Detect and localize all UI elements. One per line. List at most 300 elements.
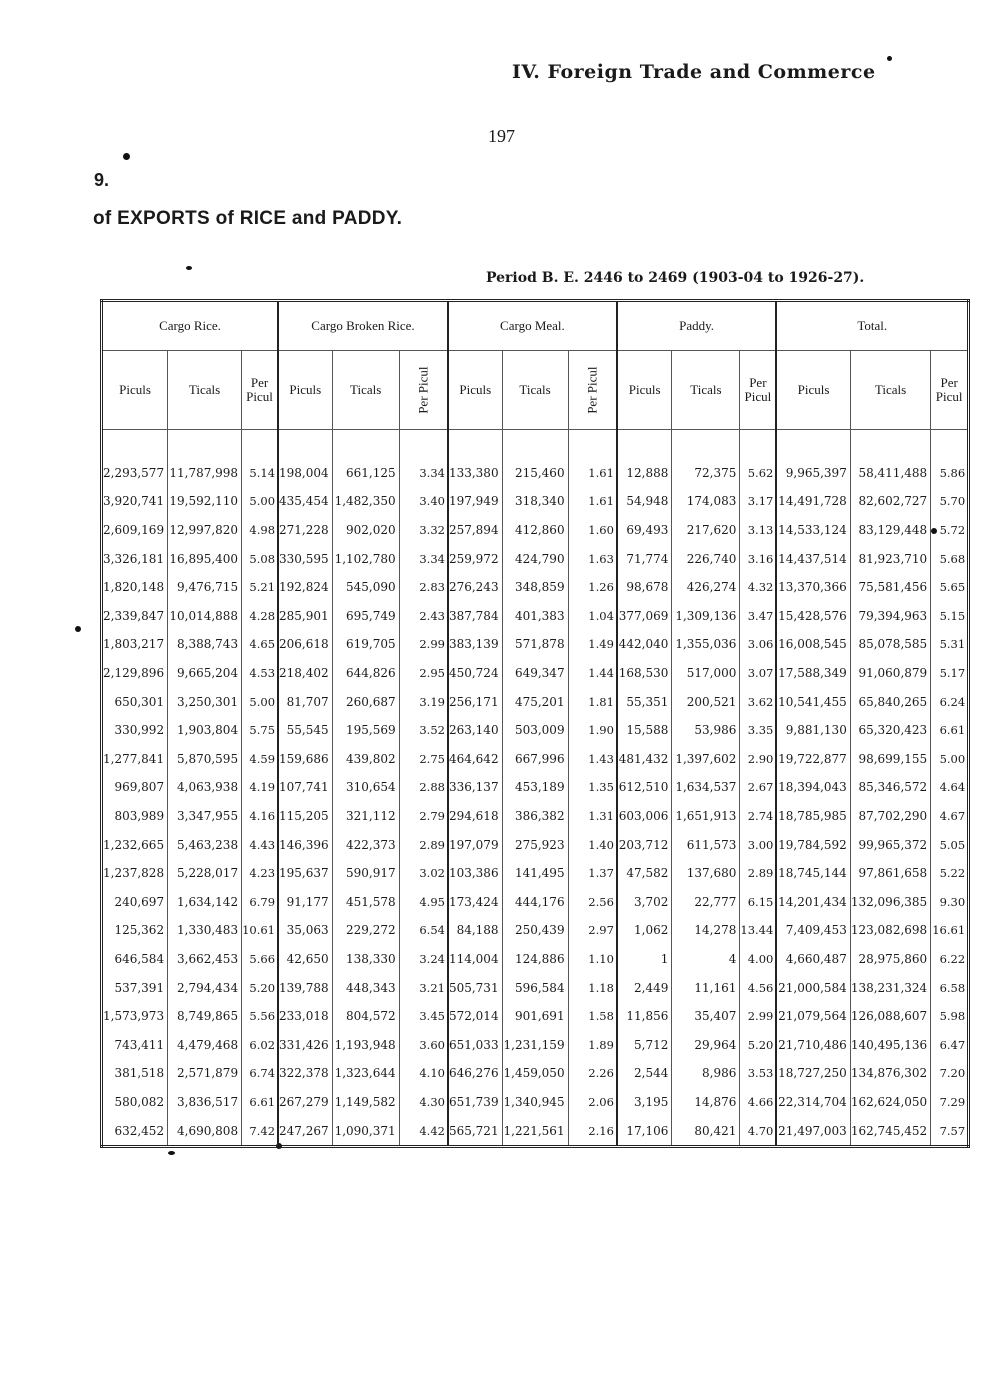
table-cell: 651,033 [448, 1030, 502, 1059]
table-row [102, 802, 969, 831]
table-cell: 3.52 [399, 716, 448, 745]
table-cell: 82,602,727 [850, 487, 930, 516]
table-cell: 123,082,698 [850, 916, 930, 945]
table-cell: 140,495,136 [850, 1030, 930, 1059]
table-cell: 4.70 [740, 1116, 776, 1146]
table-cell: 91,060,879 [850, 659, 930, 688]
table-cell: 4.95 [399, 888, 448, 917]
table-cell: 1,309,136 [672, 602, 740, 631]
table-cell: 65,840,265 [850, 687, 930, 716]
table-cell: 4.10 [399, 1059, 448, 1088]
group-header: Cargo Meal. [448, 301, 617, 351]
table-cell: 695,749 [332, 602, 399, 631]
table-cell: 162,745,452 [850, 1116, 930, 1146]
table-cell: 5,463,238 [168, 830, 242, 859]
table-cell: 517,000 [672, 659, 740, 688]
table-cell: 2.99 [399, 630, 448, 659]
table-cell: 6.58 [939, 980, 966, 995]
table-cell: 54,948 [617, 487, 672, 516]
column-header: Ticals [850, 351, 930, 430]
table-cell: 98,699,155 [850, 745, 930, 774]
table-cell: 667,996 [502, 745, 568, 774]
table-cell: 5.72 [939, 523, 966, 538]
table-cell: 596,584 [502, 973, 568, 1002]
table-cell: 16,008,545 [776, 630, 850, 659]
table-row [102, 830, 969, 859]
table-cell: 2.79 [399, 802, 448, 831]
table-cell: 612,510 [617, 773, 672, 802]
table-cell: 580,082 [102, 1088, 168, 1117]
table-cell: 1.60 [568, 516, 617, 545]
table-cell: 412,860 [502, 516, 568, 545]
table-row [102, 916, 969, 945]
table-row [102, 859, 969, 888]
table-cell: 141,495 [502, 859, 568, 888]
table-cell: 5.14 [242, 459, 278, 488]
table-cell: 2,449 [617, 973, 672, 1002]
table-cell: 6.61 [242, 1088, 278, 1117]
table-cell: 7.42 [242, 1116, 278, 1146]
table-cell: 13,370,366 [776, 573, 850, 602]
table-cell: 5.62 [740, 459, 776, 488]
table-cell: 2.43 [399, 602, 448, 631]
table-cell: 6.15 [740, 888, 776, 917]
table-cell: 9,665,204 [168, 659, 242, 688]
table-cell: 1,459,050 [502, 1059, 568, 1088]
table-cell: 2,129,896 [102, 659, 168, 688]
table-cell: 2.89 [399, 830, 448, 859]
group-header-row [102, 301, 969, 351]
table-cell: 146,396 [278, 830, 332, 859]
table-cell: 87,702,290 [850, 802, 930, 831]
table-cell: 3,326,181 [102, 544, 168, 573]
table-row [102, 687, 969, 716]
table-cell: 646,584 [102, 945, 168, 974]
table-cell: 3.17 [740, 487, 776, 516]
table-cell: 198,004 [278, 459, 332, 488]
table-cell: 71,774 [617, 544, 672, 573]
table-cell: 603,006 [617, 802, 672, 831]
table-cell: 285,901 [278, 602, 332, 631]
table-cell: 139,788 [278, 973, 332, 1002]
table-cell: 4.43 [242, 830, 278, 859]
table-cell: 439,802 [332, 745, 399, 774]
table-cell: 2,293,577 [102, 459, 168, 488]
table-cell: 4.30 [399, 1088, 448, 1117]
table-cell: 3,662,453 [168, 945, 242, 974]
table-cell: 17,106 [617, 1116, 672, 1146]
table-cell: 3.07 [740, 659, 776, 688]
table-cell: 80,421 [672, 1116, 740, 1146]
column-header-vertical: Per Picul [415, 366, 431, 414]
table-cell: 1.35 [568, 773, 617, 802]
table-cell: 4.59 [242, 745, 278, 774]
table-row [102, 945, 969, 974]
table-cell: 5.86 [939, 465, 966, 480]
table-cell: 505,731 [448, 973, 502, 1002]
table-cell: 1.40 [568, 830, 617, 859]
table-cell: 644,826 [332, 659, 399, 688]
table-cell: 4.23 [242, 859, 278, 888]
table-cell: 3.21 [399, 973, 448, 1002]
table-cell: 1,355,036 [672, 630, 740, 659]
table-cell: 2.75 [399, 745, 448, 774]
table-cell: 1,062 [617, 916, 672, 945]
table-cell: 4.67 [939, 809, 966, 824]
table-cell: 4.32 [740, 573, 776, 602]
table-cell: 3,920,741 [102, 487, 168, 516]
table-cell: 572,014 [448, 1002, 502, 1031]
table-cell: 4.65 [242, 630, 278, 659]
table-cell: 2.99 [740, 1002, 776, 1031]
table-cell: 4.53 [242, 659, 278, 688]
page-number: 197 [488, 126, 515, 146]
table-cell: 6.54 [399, 916, 448, 945]
table-cell: 330,992 [102, 716, 168, 745]
table-cell: 256,171 [448, 687, 502, 716]
table-row [102, 745, 969, 774]
table-cell: 84,188 [448, 916, 502, 945]
table-cell: 138,330 [332, 945, 399, 974]
table-cell: 5.31 [939, 637, 966, 652]
scan-speck [186, 266, 192, 270]
table-cell: 650,301 [102, 687, 168, 716]
table-cell: 18,394,043 [776, 773, 850, 802]
table-cell: 126,088,607 [850, 1002, 930, 1031]
table-cell: 2,544 [617, 1059, 672, 1088]
table-cell: 3,250,301 [168, 687, 242, 716]
table-cell: 81,923,710 [850, 544, 930, 573]
table-cell: 9,476,715 [168, 573, 242, 602]
table-cell: 537,391 [102, 973, 168, 1002]
table-cell: 192,824 [278, 573, 332, 602]
table-cell: 651,739 [448, 1088, 502, 1117]
table-cell: 1,573,973 [102, 1002, 168, 1031]
table-cell: 3.19 [399, 687, 448, 716]
table-cell: 3.53 [740, 1059, 776, 1088]
table-cell: 257,894 [448, 516, 502, 545]
table-cell: 4,660,487 [776, 945, 850, 974]
table-cell: 215,460 [502, 459, 568, 488]
table-cell: 464,642 [448, 745, 502, 774]
table-cell: 4.28 [242, 602, 278, 631]
table-cell: 1.18 [568, 973, 617, 1002]
table-cell: 6.79 [242, 888, 278, 917]
table-cell: 6.22 [939, 951, 966, 966]
column-header: Ticals [672, 351, 740, 430]
table-cell: 331,426 [278, 1030, 332, 1059]
column-header: Piculs [448, 351, 502, 430]
table-cell: 250,439 [502, 916, 568, 945]
table-cell: 649,347 [502, 659, 568, 688]
table-cell: 276,243 [448, 573, 502, 602]
table-cell: 5.21 [242, 573, 278, 602]
table-cell: 5.17 [939, 666, 966, 681]
table-cell: 661,125 [332, 459, 399, 488]
table-cell: 97,861,658 [850, 859, 930, 888]
table-cell: 1,340,945 [502, 1088, 568, 1117]
table-cell: 75,581,456 [850, 573, 930, 602]
table-cell: 3.24 [399, 945, 448, 974]
table-cell: 2.67 [740, 773, 776, 802]
table-cell: 19,592,110 [168, 487, 242, 516]
table-row [102, 544, 969, 573]
table-cell: 1.89 [568, 1030, 617, 1059]
table-cell: 2.89 [740, 859, 776, 888]
table-cell: 4.42 [399, 1116, 448, 1146]
table-cell: 28,975,860 [850, 945, 930, 974]
table-cell: 5.05 [939, 837, 966, 852]
table-cell: 9,881,130 [776, 716, 850, 745]
table-cell: 14,437,514 [776, 544, 850, 573]
table-cell: 8,986 [672, 1059, 740, 1088]
table-cell: 5.00 [242, 487, 278, 516]
table-cell: 174,083 [672, 487, 740, 516]
table-cell: 79,394,963 [850, 602, 930, 631]
group-header: Paddy. [617, 301, 776, 351]
table-cell: 1.81 [568, 687, 617, 716]
table-row [102, 573, 969, 602]
table-cell: 2,609,169 [102, 516, 168, 545]
table-cell: 969,807 [102, 773, 168, 802]
table-cell: 65,320,423 [850, 716, 930, 745]
table-row [102, 1088, 969, 1117]
table-row [102, 888, 969, 917]
table-cell: 13.44 [740, 916, 776, 945]
table-cell: 4.66 [740, 1088, 776, 1117]
table-cell: 619,705 [332, 630, 399, 659]
table-cell: 475,201 [502, 687, 568, 716]
table-cell: 4.00 [740, 945, 776, 974]
table-cell: 424,790 [502, 544, 568, 573]
table-cell: 1.26 [568, 573, 617, 602]
table-cell: 1,820,148 [102, 573, 168, 602]
table-cell: 3.34 [399, 459, 448, 488]
table-cell: 5.08 [242, 544, 278, 573]
table-cell: 9.30 [939, 894, 966, 909]
table-cell: 14,533,124 [776, 516, 850, 545]
table-row [102, 1116, 969, 1146]
period-subtitle: Period B. E. 2446 to 2469 (1903-04 to 1926-27). [486, 270, 865, 286]
table-cell: 3.40 [399, 487, 448, 516]
table-cell: 217,620 [672, 516, 740, 545]
table-cell: 1.61 [568, 459, 617, 488]
table-cell: 8,388,743 [168, 630, 242, 659]
table-cell: 17,588,349 [776, 659, 850, 688]
table-cell: 1,903,804 [168, 716, 242, 745]
column-header: Ticals [332, 351, 399, 430]
table-cell: 35,407 [672, 1002, 740, 1031]
table-cell: 743,411 [102, 1030, 168, 1059]
table-body [102, 430, 969, 1147]
table-cell: 247,267 [278, 1116, 332, 1146]
table-cell: 115,205 [278, 802, 332, 831]
table-cell: 322,378 [278, 1059, 332, 1088]
table-cell: 21,497,003 [776, 1116, 850, 1146]
table-row [102, 659, 969, 688]
table-cell: 2.95 [399, 659, 448, 688]
table-cell: 1,237,828 [102, 859, 168, 888]
table-cell: 3.13 [740, 516, 776, 545]
table-cell: 5.98 [939, 1009, 966, 1024]
table-cell: 21,710,486 [776, 1030, 850, 1059]
table-cell: 545,090 [332, 573, 399, 602]
table-cell: 260,687 [332, 687, 399, 716]
table-cell: 124,886 [502, 945, 568, 974]
table-cell: 197,949 [448, 487, 502, 516]
table-cell: 4.19 [242, 773, 278, 802]
table-cell: 1 [617, 945, 672, 974]
table-cell: 132,096,385 [850, 888, 930, 917]
column-header: Piculs [102, 351, 168, 430]
table-cell: 435,454 [278, 487, 332, 516]
table-cell: 91,177 [278, 888, 332, 917]
table-cell: 98,678 [617, 573, 672, 602]
table-cell: 3,347,955 [168, 802, 242, 831]
table-cell: 336,137 [448, 773, 502, 802]
table-cell: 632,452 [102, 1116, 168, 1146]
table-cell: 15,428,576 [776, 602, 850, 631]
table-cell: 2.06 [568, 1088, 617, 1117]
table-cell: 444,176 [502, 888, 568, 917]
column-header: Piculs [278, 351, 332, 430]
table-cell: 5.20 [740, 1030, 776, 1059]
table-cell: 21,000,584 [776, 973, 850, 1002]
table-cell: 1,090,371 [332, 1116, 399, 1146]
table-cell: 310,654 [332, 773, 399, 802]
table-cell: 1,397,602 [672, 745, 740, 774]
table-cell: 85,078,585 [850, 630, 930, 659]
group-header: Total. [776, 301, 968, 351]
table-cell: 321,112 [332, 802, 399, 831]
table-cell: 5.75 [242, 716, 278, 745]
table-cell: 29,964 [672, 1030, 740, 1059]
table-cell: 1.37 [568, 859, 617, 888]
table-cell: 7.29 [939, 1094, 966, 1109]
table-cell: 85,346,572 [850, 773, 930, 802]
table-cell: 4.16 [242, 802, 278, 831]
table-cell: 2.16 [568, 1116, 617, 1146]
table-cell: 5.00 [242, 687, 278, 716]
spacer-row [102, 430, 969, 459]
table-cell: 55,545 [278, 716, 332, 745]
table-cell: 3.35 [740, 716, 776, 745]
table-cell: 10.61 [242, 916, 278, 945]
table-cell: 1,651,913 [672, 802, 740, 831]
table-row [102, 487, 969, 516]
table-cell: 1,634,537 [672, 773, 740, 802]
table-cell: 11,161 [672, 973, 740, 1002]
table-cell: 206,618 [278, 630, 332, 659]
table-cell: 5.65 [939, 580, 966, 595]
column-header [568, 351, 617, 430]
table-cell: 2.26 [568, 1059, 617, 1088]
table-cell: 203,712 [617, 830, 672, 859]
table-title: of EXPORTS of RICE and PADDY. [93, 208, 403, 229]
table-cell: 4,063,938 [168, 773, 242, 802]
table-cell: 401,383 [502, 602, 568, 631]
table-cell: 1.49 [568, 630, 617, 659]
table-cell: 233,018 [278, 1002, 332, 1031]
table-cell: 377,069 [617, 602, 672, 631]
table-cell: 348,859 [502, 573, 568, 602]
table-cell: 1,193,948 [332, 1030, 399, 1059]
table-cell: 69,493 [617, 516, 672, 545]
table-cell: 3.62 [740, 687, 776, 716]
table-cell: 804,572 [332, 1002, 399, 1031]
table-cell: 1,231,159 [502, 1030, 568, 1059]
table-cell: 3.06 [740, 630, 776, 659]
table-cell: 803,989 [102, 802, 168, 831]
column-header [399, 351, 448, 430]
table-cell: 8,749,865 [168, 1002, 242, 1031]
table-cell: 168,530 [617, 659, 672, 688]
table-cell: 387,784 [448, 602, 502, 631]
table-cell: 2.88 [399, 773, 448, 802]
table-cell: 19,722,877 [776, 745, 850, 774]
table-cell: 83,129,448 [850, 516, 930, 545]
table-cell: 1,232,665 [102, 830, 168, 859]
table-cell: 267,279 [278, 1088, 332, 1117]
table-cell: 448,343 [332, 973, 399, 1002]
table-cell: 902,020 [332, 516, 399, 545]
table-cell: 2.90 [740, 745, 776, 774]
table-cell: 7.20 [939, 1066, 966, 1081]
table-cell: 1,102,780 [332, 544, 399, 573]
table-cell: 7.57 [939, 1123, 966, 1138]
table-cell: 294,618 [448, 802, 502, 831]
table-cell: 3.16 [740, 544, 776, 573]
table-cell: 1,634,142 [168, 888, 242, 917]
table-cell: 16,895,400 [168, 544, 242, 573]
table-cell: 6.74 [242, 1059, 278, 1088]
column-header: Per Picul [242, 351, 278, 430]
table-cell: 1.31 [568, 802, 617, 831]
table-cell: 275,923 [502, 830, 568, 859]
table-cell: 453,189 [502, 773, 568, 802]
scan-speck [75, 626, 81, 632]
table-cell: 330,595 [278, 544, 332, 573]
table-cell: 2,339,847 [102, 602, 168, 631]
table-row [102, 973, 969, 1002]
table-cell: 5.20 [242, 973, 278, 1002]
table-cell: 2.74 [740, 802, 776, 831]
table-cell: 195,569 [332, 716, 399, 745]
table-cell: 6.47 [939, 1037, 966, 1052]
table-row [102, 516, 969, 545]
table-cell: 114,004 [448, 945, 502, 974]
table-cell: 481,432 [617, 745, 672, 774]
table-cell: 3.00 [740, 830, 776, 859]
table-cell: 10,541,455 [776, 687, 850, 716]
scan-speck [123, 153, 130, 160]
table-cell: 159,686 [278, 745, 332, 774]
table-cell: 47,582 [617, 859, 672, 888]
table-cell: 137,680 [672, 859, 740, 888]
table-cell: 12,997,820 [168, 516, 242, 545]
exports-table [100, 299, 970, 1148]
table-cell: 5.00 [939, 751, 966, 766]
table-cell: 571,878 [502, 630, 568, 659]
table-cell: 1,323,644 [332, 1059, 399, 1088]
table-cell: 5,228,017 [168, 859, 242, 888]
table-cell: 5.70 [939, 494, 966, 509]
table-cell: 1.63 [568, 544, 617, 573]
column-header: Piculs [617, 351, 672, 430]
table-cell: 200,521 [672, 687, 740, 716]
table-cell: 1.90 [568, 716, 617, 745]
table-cell: 1.10 [568, 945, 617, 974]
